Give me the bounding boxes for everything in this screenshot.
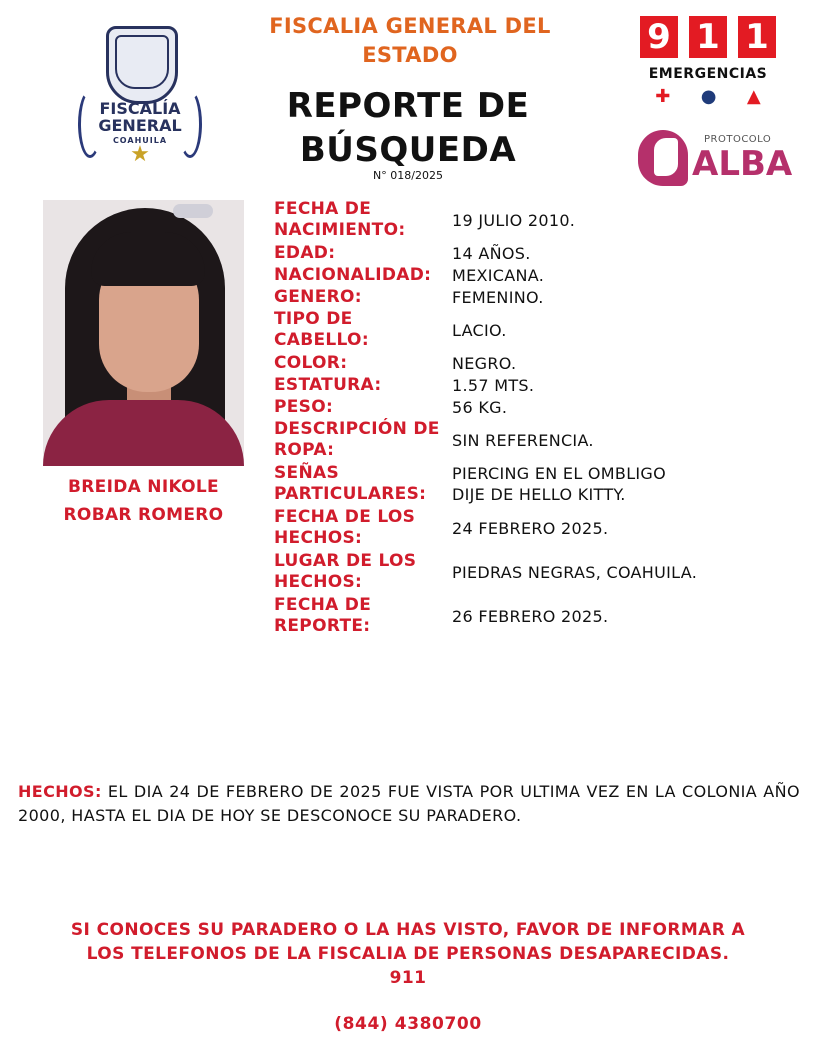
fiscalia-logo-sub: COAHUILA	[112, 136, 168, 145]
detail-value: 56 KG.	[452, 397, 508, 417]
star-icon: ★	[130, 142, 150, 167]
alba-small-text: PROTOCOLO	[704, 134, 772, 145]
detail-row-height	[274, 374, 804, 396]
detail-row-event-date	[274, 506, 804, 550]
detail-row-age	[274, 242, 804, 264]
report-title-line1: REPORTE DE	[286, 86, 530, 126]
detail-label: DESCRIPCIÓN DE ROPA:	[274, 419, 440, 460]
call-to-action-line1: SI CONOCES SU PARADERO O LA HAS VISTO, FAVOR DE INFORMAR A	[70, 920, 746, 940]
detail-row-hair-type	[274, 308, 804, 352]
detail-row-gender	[274, 286, 804, 308]
detail-value: PIERCING EN EL OMBLIGO DIJE DE HELLO KITTY.	[452, 464, 667, 504]
agency-title	[230, 12, 590, 70]
detail-label: PESO:	[274, 396, 334, 417]
detail-label: ESTATURA:	[274, 374, 382, 395]
detail-value: LACIO.	[452, 320, 507, 340]
details-table	[274, 198, 804, 638]
detail-label: FECHA DE NACIMIENTO:	[274, 199, 406, 240]
person-name	[43, 473, 244, 529]
detail-label: SEÑAS PARTICULARES:	[274, 463, 427, 504]
cross-icon: ✚	[655, 86, 671, 107]
call-to-action	[20, 918, 796, 990]
missing-person-photo	[43, 200, 244, 466]
detail-label: FECHA DE REPORTE:	[274, 595, 372, 636]
detail-value: 19 JULIO 2010.	[452, 210, 576, 230]
digit-1b: 1	[738, 16, 776, 58]
coat-of-arms-icon	[106, 26, 178, 104]
fiscalia-logo-text	[78, 100, 202, 134]
events-paragraph	[18, 780, 800, 828]
detail-value: MEXICANA.	[452, 265, 545, 285]
detail-value: SIN REFERENCIA.	[452, 430, 594, 450]
detail-row-clothing	[274, 418, 804, 462]
protocolo-alba-logo	[638, 128, 793, 190]
detail-value: 24 FEBRERO 2025.	[452, 518, 609, 538]
alba-big-text: ALBA	[692, 144, 793, 184]
detail-label: EDAD:	[274, 242, 336, 263]
report-title-line2: BÚSQUEDA	[299, 130, 517, 170]
detail-label: TIPO DE CABELLO:	[274, 309, 369, 350]
detail-row-features	[274, 462, 804, 506]
detail-label: FECHA DE LOS HECHOS:	[274, 507, 416, 548]
person-name-line2: ROBAR ROMERO	[63, 505, 224, 525]
detail-value: 14 AÑOS.	[452, 243, 531, 263]
detail-value: 1.57 MTS.	[452, 375, 535, 395]
detail-row-nationality	[274, 264, 804, 286]
detail-row-color	[274, 352, 804, 374]
fire-icon: ▲	[746, 86, 761, 107]
events-label: HECHOS:	[18, 782, 102, 801]
call-to-action-line3: 911	[389, 968, 427, 988]
detail-value: PIEDRAS NEGRAS, COAHUILA.	[452, 562, 698, 582]
report-number: N° 018/2025	[373, 169, 443, 182]
detail-label: NACIONALIDAD:	[274, 264, 432, 285]
events-text: EL DIA 24 DE FEBRERO DE 2025 FUE VISTA POR ULTIMA VEZ EN LA COLONIA AÑO 2000, HASTA EL DIA DE HOY SE DESCONOCE SU PARADERO.	[18, 782, 800, 825]
emergency-label: EMERGENCIAS	[648, 66, 768, 82]
digit-9: 9	[640, 16, 678, 58]
report-title	[250, 84, 566, 172]
detail-label: LUGAR DE LOS HECHOS:	[274, 551, 417, 592]
detail-value: NEGRO.	[452, 353, 517, 373]
detail-value: 26 FEBRERO 2025.	[452, 606, 609, 626]
agency-title-line1: FISCALIA GENERAL DEL	[269, 14, 551, 38]
police-cap-icon: ●	[700, 86, 717, 107]
fiscalia-logo-line1: FISCALÍA	[99, 99, 181, 118]
call-to-action-line2: LOS TELEFONOS DE LA FISCALIA DE PERSONAS DESAPARECIDAS.	[86, 944, 730, 964]
agency-title-line2: ESTADO	[362, 43, 458, 67]
digit-1a: 1	[689, 16, 727, 58]
phone-number: (844) 4380700	[334, 1014, 482, 1034]
detail-row-event-place	[274, 550, 804, 594]
fiscalia-logo-line2: GENERAL	[98, 116, 182, 135]
detail-label: COLOR:	[274, 352, 348, 373]
person-name-line1: BREIDA NIKOLE	[68, 477, 219, 497]
detail-row-report-date	[274, 594, 804, 638]
detail-label: GENERO:	[274, 286, 362, 307]
emergency-911-logo	[640, 16, 776, 116]
detail-row-weight	[274, 396, 804, 418]
detail-value: FEMENINO.	[452, 287, 544, 307]
fiscalia-logo	[78, 20, 202, 167]
detail-row-birthdate	[274, 198, 804, 242]
